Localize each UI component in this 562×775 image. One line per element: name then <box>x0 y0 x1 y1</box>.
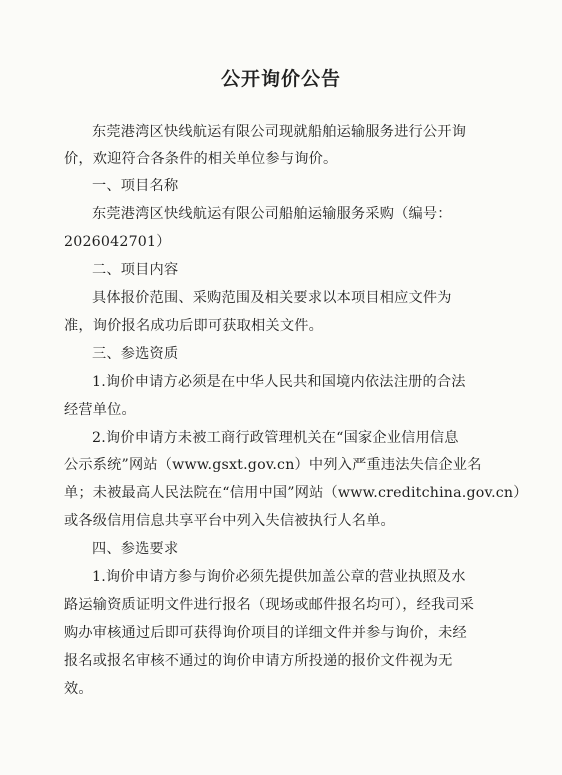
section-heading-qualification: 三、参选资质 <box>92 346 179 362</box>
qualification-1-line-1: 1.询价申请方必须是在中华人民共和国境内依法注册的合法 <box>92 374 466 390</box>
project-content-line-2: 准，询价报名成功后即可获取相关文件。 <box>64 318 323 334</box>
intro-line-1: 东莞港湾区快线航运有限公司现就船舶运输服务进行公开询 <box>92 124 467 140</box>
project-content-line-1: 具体报价范围、采购范围及相关要求以本项目相应文件为 <box>92 290 452 306</box>
qualification-1-line-2: 经营单位。 <box>64 402 136 418</box>
section-heading-project-name: 一、项目名称 <box>92 178 179 194</box>
requirement-1-line-1: 1.询价申请方参与询价必须先提供加盖公章的营业执照及水 <box>92 569 466 585</box>
section-heading-requirements: 四、参选要求 <box>92 541 179 557</box>
section-heading-project-content: 二、项目内容 <box>92 262 179 278</box>
qualification-2-line-4: 或各级信用信息共享平台中列入失信被执行人名单。 <box>64 513 395 529</box>
qualification-2-line-3: 单；未被最高人民法院在“信用中国”网站（www.creditchina.gov.cn） <box>64 485 528 501</box>
project-name-line-2: 2026042701） <box>64 234 171 250</box>
qualification-2-line-2: 公示系统”网站（www.gsxt.gov.cn）中列入严重违法失信企业名 <box>64 457 482 473</box>
qualification-2-line-1: 2.询价申请方未被工商行政管理机关在“国家企业信用信息 <box>92 430 459 446</box>
requirement-1-line-3: 购办审核通过后即可获得询价项目的详细文件并参与询价，未经 <box>64 625 467 641</box>
project-name-line-1: 东莞港湾区快线航运有限公司船舶运输服务采购（编号： <box>92 206 452 222</box>
requirement-1-line-4: 报名或报名审核不通过的询价申请方所投递的报价文件视为无 <box>64 653 453 669</box>
intro-line-2: 价，欢迎符合各条件的相关单位参与询价。 <box>64 151 338 167</box>
page-title: 公开询价公告 <box>220 68 341 90</box>
requirement-1-line-2: 路运输资质证明文件进行报名（现场或邮件报名均可），经我司采 <box>64 597 475 613</box>
requirement-1-line-5: 效。 <box>64 681 93 697</box>
